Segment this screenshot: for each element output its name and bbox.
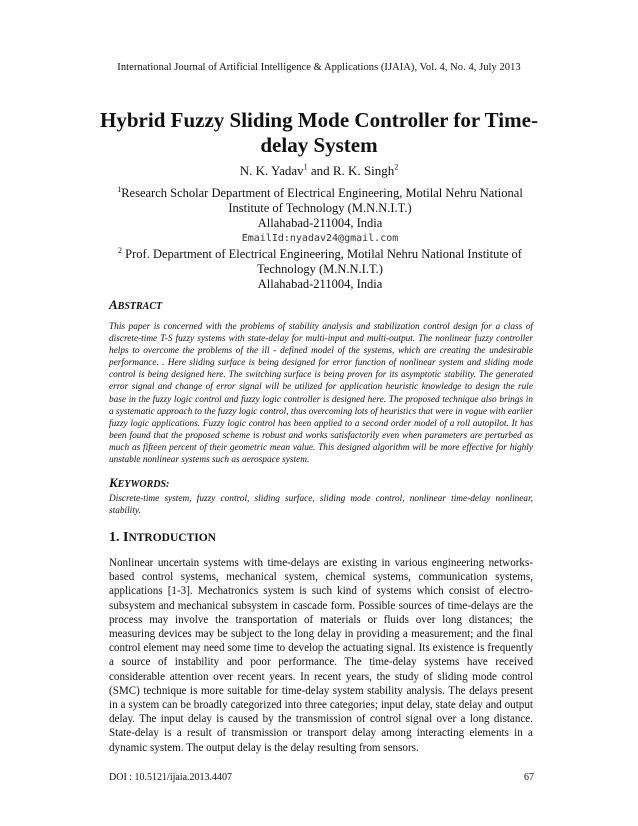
author-line	[0, 163, 638, 179]
author-email: EmailId:nyadav24@gmail.com	[241, 233, 399, 244]
author-2: R. K. Singh	[332, 163, 395, 178]
affiliation-2-text: Prof. Department of Electrical Engineering, Motilal Nehru National Institute of Technology (M.N.N.I.T.)	[122, 247, 522, 276]
author-2-sup: 2	[394, 162, 399, 172]
abstract-body: This paper is concerned with the problems of stability analysis and stabilization control design for a class of discrete-time T-S fuzzy systems with state-delay for multi-input and multi-output. The nonlinear fuzzy controller helps to overcome the problems of the ill - defined model of the systems, which are creating the undesirable performance. . Here sliding surface is being designed for error function of nonlinear system and sliding mode control is being designed here. The switching surface is being proven for its asymptotic stability. The generated error signal and change of error signal will be utilized for application heuristic knowledge to design the rule base in the fuzzy logic control and fuzzy logic controller is designed here. The proposed technique also brings in a systematic approach to the fuzzy logic control, thus overcoming lots of heuristics that were in vogue with earlier fuzzy logic applications. Fuzzy logic control has been applied to a second order model of a roll autopilot. It has been found that the proposed scheme is robust and works satisfactorily even when parameters are perturbed as much as fifteen percent of their geometric mean value. This designed algorithm will be more effective for highly unstable nonlinear systems such as aerospace system.	[109, 322, 533, 466]
keywords-heading-rest: EYWORDS:	[117, 479, 170, 490]
keywords-heading	[109, 475, 169, 491]
paper-title: Hybrid Fuzzy Sliding Mode Controller for Time-delay System	[100, 108, 538, 157]
doi: DOI : 10.5121/ijaia.2013.4407	[109, 772, 233, 783]
abstract-heading-rest: BSTRACT	[117, 301, 163, 312]
introduction-body: Nonlinear uncertain systems with time-delays are existing in various engineering networks-based control systems, mechanical system, chemical systems, communication systems, applications [1-3]. Mechatronics system is such kind of systems which consist of electro-subsystem and mechanical subsystem in cascade form. Possible sources of time-delays are the process may involve the transportation of materials or fluids over long distances; the measuring devices may be subject to the long delay in providing a measurement; and the final control element may need some time to develop the actuating signal. Its existence is frequently a source of instability and poor performance. The time-delay systems have received considerable attention over recent years. In recent years, the study of sliding mode control (SMC) technique is more suitable for time-delay system stability analysis. The delays present in a system can be broadly categorized into three categories; input delay, state delay and output delay. The input delay is caused by the transmission of control signal over a long distance. State-delay is a result of transmission or transport delay among interacting elements in a dynamic system. The output delay is the delay resulting from sensors.	[109, 557, 533, 754]
affiliation-1	[100, 186, 540, 246]
introduction-heading	[109, 530, 216, 546]
keywords-body: Discrete-time system, fuzzy control, sliding surface, sliding mode control, nonlinear time-delay nonlinear, stability.	[109, 494, 533, 517]
author-1-sup: 1	[303, 162, 308, 172]
abstract-heading-first: A	[109, 297, 118, 312]
abstract-heading	[109, 297, 162, 313]
author-joiner: and	[307, 163, 333, 178]
introduction-heading-num: 1. I	[109, 530, 129, 545]
author-1: N. K. Yadav	[239, 163, 304, 178]
affiliation-2-sup: 2	[118, 245, 123, 255]
page-number: 67	[524, 772, 534, 783]
affiliation-2	[100, 247, 540, 292]
affiliation-1-text: Research Scholar Department of Electrical Engineering, Motilal Nehru National Institute of Technology (M.N.N.I.T.)	[121, 186, 523, 215]
journal-header: International Journal of Artificial Intelligence & Applications (IJAIA), Vol. 4, No. 4, July 2013	[117, 62, 521, 73]
affiliation-2-city: Allahabad-211004, India	[257, 277, 383, 291]
affiliation-1-sup: 1	[117, 184, 122, 194]
affiliation-1-city: Allahabad-211004, India	[257, 216, 383, 230]
keywords-heading-first: K	[109, 475, 118, 490]
introduction-heading-rest: NTRODUCTION	[128, 532, 216, 544]
